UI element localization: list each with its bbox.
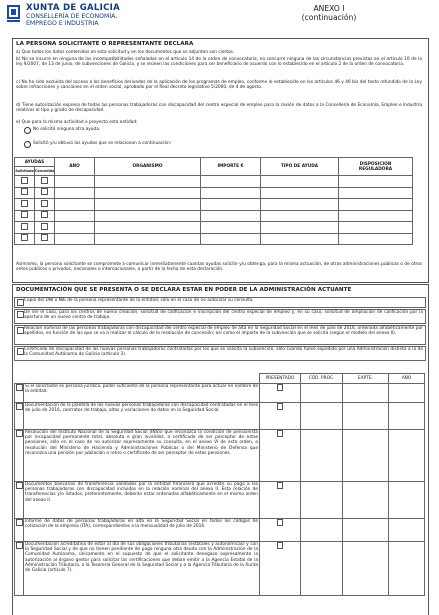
aid-group-header: AYUDAS bbox=[15, 158, 55, 167]
presented-checkbox[interactable] bbox=[277, 542, 284, 549]
doc-row-inss-resolution bbox=[15, 430, 425, 482]
file-cell[interactable] bbox=[343, 542, 389, 596]
aid-requested-checkbox[interactable] bbox=[21, 200, 28, 207]
aid-type-cell[interactable] bbox=[261, 222, 339, 234]
year-cell[interactable] bbox=[389, 403, 425, 430]
aid-year-cell[interactable] bbox=[55, 199, 95, 211]
doc-row-social-security-report bbox=[15, 519, 425, 542]
doc-row-text: Documentación de la plantilla de las nuevas personas trabajadoras con discapacidad contratadas en el mes de julio de 2016, contratos de trabajo, altas y variaciones de datos en la Seguridad Social. bbox=[24, 403, 260, 430]
doc-item-workers-list bbox=[14, 325, 426, 345]
file-cell[interactable] bbox=[343, 430, 389, 482]
doc-checkbox[interactable] bbox=[17, 299, 24, 306]
aid-granted-checkbox[interactable] bbox=[41, 200, 48, 207]
file-cell[interactable] bbox=[343, 384, 389, 403]
presented-checkbox[interactable] bbox=[277, 403, 284, 410]
document-header bbox=[6, 3, 433, 39]
year-cell[interactable] bbox=[389, 542, 425, 596]
aid-row bbox=[15, 210, 413, 222]
year-cell[interactable] bbox=[389, 482, 425, 519]
doc-row-power-of-attorney bbox=[15, 384, 425, 403]
aid-organism-cell[interactable] bbox=[95, 187, 201, 199]
aid-requested-checkbox[interactable] bbox=[21, 188, 28, 195]
doc-checkbox[interactable] bbox=[17, 348, 24, 355]
doc-item-text: De ser el caso, para los centros de nueva creación, solicitud de calificación e inscripción del centro especial de empleo y, en su caso, solicitud de ampliación de calificación por la apertura de un nuevo centro de trabajo. bbox=[24, 310, 423, 321]
doc-col-presented: PRESENTADO bbox=[260, 374, 301, 384]
doc-checkbox[interactable] bbox=[16, 384, 23, 391]
doc-row-staff-documentation bbox=[15, 403, 425, 430]
aid-row bbox=[15, 222, 413, 234]
aid-granted-checkbox[interactable] bbox=[41, 188, 48, 195]
radio-requested-aid[interactable] bbox=[24, 141, 31, 148]
doc-row-text: Resolución del Instituto Nacional de la Seguridad Social (INSS) que reconozca la condición de pensionista por incapacidad permanente total, absoluta o gran invalidez, o certificado de ser perceptor de estas pensiones, sólo en el caso de no autorizar expresamente su consulta, en el anexo VI de esta orden, o resolución del Ministerio de Hacienda y Administraciones Públicas o del Ministerio de Defensa que reconozca una pensión por jubilación o retiro o certificado de ser perceptor de estas pensiones. bbox=[24, 430, 260, 482]
procedure-code-cell[interactable] bbox=[301, 482, 343, 519]
aid-regulation-cell[interactable] bbox=[339, 222, 413, 234]
aid-organism-cell[interactable] bbox=[95, 222, 201, 234]
doc-col-file: EXPTE. bbox=[343, 374, 389, 384]
aid-granted-checkbox[interactable] bbox=[41, 234, 48, 241]
aid-year-cell[interactable] bbox=[55, 233, 95, 245]
procedure-code-cell[interactable] bbox=[301, 542, 343, 596]
presented-checkbox[interactable] bbox=[277, 384, 284, 391]
aid-amount-cell[interactable] bbox=[201, 187, 261, 199]
aid-year-cell[interactable] bbox=[55, 222, 95, 234]
aid-sub-requested: Solicitada bbox=[15, 167, 35, 176]
doc-checkbox[interactable] bbox=[16, 519, 23, 526]
doc-item-disability-certificate bbox=[14, 346, 426, 361]
year-cell[interactable] bbox=[389, 430, 425, 482]
radio-no-aid[interactable] bbox=[24, 127, 31, 134]
aid-row bbox=[15, 233, 413, 245]
annex-title: ANEXO I bbox=[313, 4, 345, 13]
aid-type-cell[interactable] bbox=[261, 233, 339, 245]
aid-sub-granted: Concedida bbox=[35, 167, 55, 176]
aid-col-regulation-line1: DISPOSICIÓN bbox=[359, 161, 392, 167]
aid-amount-cell[interactable] bbox=[201, 222, 261, 234]
procedure-code-cell[interactable] bbox=[301, 384, 343, 403]
org-name-line3: EMPREGO E INDUSTRIA bbox=[26, 20, 99, 28]
doc-col-year: AÑO bbox=[389, 374, 425, 384]
org-name-line1: XUNTA DE GALICIA bbox=[26, 3, 120, 13]
aid-col-amount: IMPORTE € bbox=[201, 158, 261, 176]
doc-checkbox[interactable] bbox=[16, 542, 23, 549]
year-cell[interactable] bbox=[389, 519, 425, 542]
organization-name bbox=[26, 4, 120, 28]
aid-type-cell[interactable] bbox=[261, 210, 339, 222]
doc-item-qualification bbox=[14, 309, 426, 324]
aid-col-year: AÑO bbox=[55, 158, 95, 176]
aid-year-cell[interactable] bbox=[55, 187, 95, 199]
presented-checkbox[interactable] bbox=[277, 430, 284, 437]
file-cell[interactable] bbox=[343, 403, 389, 430]
aid-amount-cell[interactable] bbox=[201, 210, 261, 222]
aid-requested-checkbox[interactable] bbox=[21, 177, 28, 184]
doc-row-text: Informe de datos de personas trabajadoras en alta en la Seguridad Social en todos los códigos de cotización de la empresa (ITA), correspondientes a la mensualidad de julio de 2016. bbox=[24, 519, 260, 542]
aid-regulation-cell[interactable] bbox=[339, 187, 413, 199]
documentation-title: DOCUMENTACIÓN QUE SE PRESENTA O SE DECLARA ESTAR EN PODER DE LA ADMINISTRACIÓN ACTUANTE bbox=[16, 287, 352, 293]
file-cell[interactable] bbox=[343, 519, 389, 542]
doc-checkbox[interactable] bbox=[17, 311, 24, 318]
aid-row bbox=[15, 199, 413, 211]
declaration-item-b: b) No se incurre en ninguna de las incompatibilidades señaladas en el artículo 14 de la orden de convocatoria, no concurre ninguna de las circunstancias previstas en el artículo 10 de la ley 9/2007, de 13 de junio, de subvenciones de Galicia, y se reúnen las condiciones para ser beneficiario de acuerdo con lo establecido en el artículo 2 de la orden de convocatoria. bbox=[16, 57, 422, 68]
aid-table bbox=[14, 157, 413, 245]
doc-item-text: Copia del DNI o NIE de la persona representante de la entidad, sólo en el caso de no autorizar su consulta. bbox=[24, 298, 254, 303]
declaration-item-d: d) Tiene autorización expresa de todas las personas trabajadoras con discapacidad del centro especial de empleo para la cesión de datos a la Consellería de Economía, Empleo e Industria relativos al tipo y grado de discapacidad. bbox=[16, 103, 422, 114]
aid-type-cell[interactable] bbox=[261, 176, 339, 188]
doc-item-id-copy bbox=[14, 297, 426, 308]
aid-granted-checkbox[interactable] bbox=[41, 211, 48, 218]
doc-col-procedure-code: CÓD. PROC. bbox=[301, 374, 343, 384]
radio-requested-aid-label: Solicitó y/u obtuvo las ayudas que se relacionan a continuación: bbox=[33, 141, 172, 146]
aid-requested-checkbox[interactable] bbox=[21, 223, 28, 230]
aid-amount-cell[interactable] bbox=[201, 176, 261, 188]
aid-row bbox=[15, 176, 413, 188]
declaration-item-a: a) Que todos los datos contenidos en esta solicitud y en los documentos que se adjuntan son ciertos. bbox=[16, 50, 235, 55]
aid-year-cell[interactable] bbox=[55, 176, 95, 188]
doc-row-tax-obligations bbox=[15, 542, 425, 596]
aid-requested-checkbox[interactable] bbox=[21, 211, 28, 218]
year-cell[interactable] bbox=[389, 384, 425, 403]
procedure-code-cell[interactable] bbox=[301, 403, 343, 430]
aid-amount-cell[interactable] bbox=[201, 199, 261, 211]
presented-checkbox[interactable] bbox=[277, 482, 284, 489]
aid-col-regulation-line2: REGULADORA bbox=[358, 166, 393, 172]
doc-row-text: Documentos bancarios de transferencia validados por la entidad financiera que acredite su pago a las personas trabajadoras con discapacidad incluidos en la relación nominal del anexo II. Esta relación de transferencias y/o listados, preferentemente, deberán estar ordenadas alfabéticamente en el mismo orden del anexo II. bbox=[24, 482, 260, 519]
radio-no-aid-label: No solicitó ninguna otra ayuda. bbox=[33, 127, 101, 132]
aid-granted-checkbox[interactable] bbox=[41, 223, 48, 230]
aid-regulation-cell[interactable] bbox=[339, 199, 413, 211]
doc-row-text: Documentación acreditativa de estar al día de sus obligaciones tributarias (estatales y autonómicas) y con la Seguridad Social y de que no tienen pendiente de pago ninguna otra deuda con la Administración de la Comunidad Autónoma, únicamente en el supuesto de que el solicitante denegase expresamente la autorización al órgano gestor para solicitar las certificaciones que deban emitir a la Agencia Estatal de la Administración Tributaria, a la Tesorería General de la Seguridad Social y a la Agencia Tributaria de la Xunta de Galicia (artículo 7). bbox=[24, 542, 260, 596]
procedure-code-cell[interactable] bbox=[301, 519, 343, 542]
doc-checkbox[interactable] bbox=[16, 482, 23, 489]
doc-checkbox[interactable] bbox=[16, 403, 23, 410]
declaration-title: LA PERSONA SOLICITANTE O REPRESENTANTE DECLARA bbox=[16, 41, 194, 47]
aid-organism-cell[interactable] bbox=[95, 210, 201, 222]
doc-checkbox[interactable] bbox=[17, 327, 24, 334]
aid-type-cell[interactable] bbox=[261, 199, 339, 211]
aid-organism-cell[interactable] bbox=[95, 199, 201, 211]
doc-item-text: Certificado de discapacidad de las nuevas personas trabajadoras contratadas por los que se solicita la subvención, sólo cuando fuese expedido por una Administración distinta a la de la Comunidad Autónoma de Galicia (artículo 3). bbox=[24, 347, 423, 358]
doc-row-bank-transfers bbox=[15, 482, 425, 519]
aid-granted-checkbox[interactable] bbox=[41, 177, 48, 184]
aid-regulation-cell[interactable] bbox=[339, 233, 413, 245]
declaration-commitment: Asimismo, la persona solicitante se compromete a comunicar inmediatamente cuantas ayudas solicite y/u obtenga, para la misma actuación, de otras administraciones públicas o de otros entes públicos o privados, nacionales o internacionales, a partir de la fecha de esta declaración. bbox=[16, 262, 422, 273]
aid-amount-cell[interactable] bbox=[201, 233, 261, 245]
doc-item-text: Relación nominal de las personas trabajadoras con discapacidad del centro especial de empleo de alta en la Seguridad Social en el mes de julio de 2016, ordenada alfabéticamente por apellidos, en función de las que se va a realizar el cálculo de la resolución de concesión; así como el importe de la subvención que se solicita (según el modelo del anexo II). bbox=[24, 326, 423, 337]
annex-heading bbox=[289, 4, 369, 22]
aid-requested-checkbox[interactable] bbox=[21, 234, 28, 241]
declaration-item-c: c) No ha sido excluida del acceso a los beneficios derivados de la aplicación de los programas de empleo, conforme lo establecido en los artículos 46 y 46 bis del texto refundido de la Ley sobre infracciones y sanciones en el orden social, aprobado por el Real decreto legislativo 5/2000, de 4 de agosto. bbox=[16, 80, 422, 91]
aid-regulation-cell[interactable] bbox=[339, 210, 413, 222]
aid-col-regulation bbox=[339, 158, 413, 176]
file-cell[interactable] bbox=[343, 482, 389, 519]
aid-row bbox=[15, 187, 413, 199]
declaration-item-e: e) Que para la misma actividad o proyecto esta entidad: bbox=[16, 120, 138, 125]
aid-col-type: TIPO DE AYUDA bbox=[261, 158, 339, 176]
doc-checkbox[interactable] bbox=[16, 430, 23, 437]
aid-regulation-cell[interactable] bbox=[339, 176, 413, 188]
aid-type-cell[interactable] bbox=[261, 187, 339, 199]
documentation-table bbox=[14, 373, 425, 596]
doc-row-text: Si el solicitante es persona jurídica, poder suficiente de la persona representante para actuar en nombre de la entidad. bbox=[24, 384, 260, 403]
procedure-code-cell[interactable] bbox=[301, 430, 343, 482]
org-name-line2: CONSELLERÍA DE ECONOMÍA, bbox=[26, 13, 118, 20]
aid-year-cell[interactable] bbox=[55, 210, 95, 222]
aid-organism-cell[interactable] bbox=[95, 233, 201, 245]
presented-checkbox[interactable] bbox=[277, 519, 284, 526]
annex-subtitle: (continuación) bbox=[301, 13, 357, 22]
aid-organism-cell[interactable] bbox=[95, 176, 201, 188]
aid-col-organism: ORGANISMO bbox=[95, 158, 201, 176]
